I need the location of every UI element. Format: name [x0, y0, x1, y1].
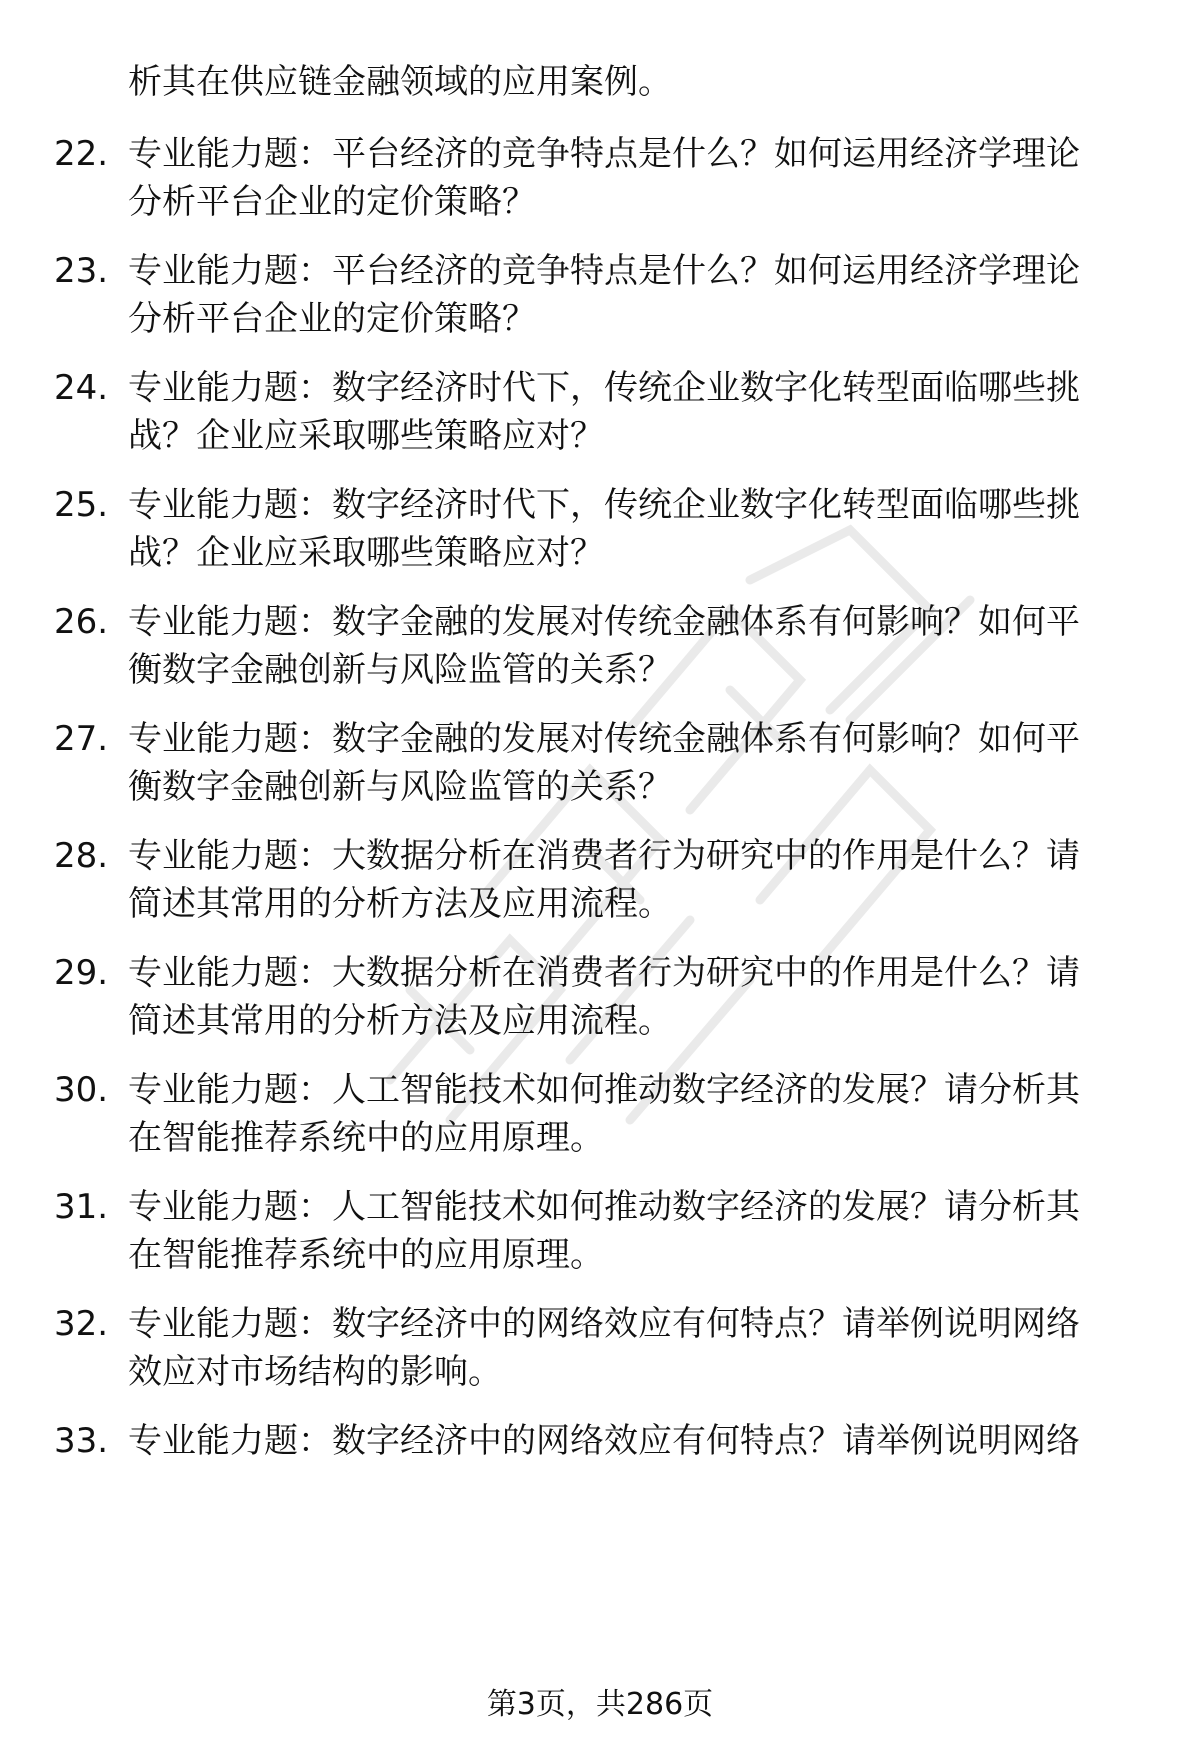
question-text-line: 专业能力题：大数据分析在消费者行为研究中的作用是什么？请	[128, 953, 1080, 993]
question-text-line: 专业能力题：平台经济的竞争特点是什么？如何运用经济学理论	[128, 134, 1080, 174]
question-number: 23.	[54, 251, 109, 291]
question-text-line: 效应对市场结构的影响。	[128, 1352, 502, 1392]
question-number: 22.	[54, 134, 109, 174]
question-text-line: 战？企业应采取哪些策略应对？	[128, 533, 604, 573]
question-text-line: 专业能力题：大数据分析在消费者行为研究中的作用是什么？请	[128, 836, 1080, 876]
continued-question-text: 析其在供应链金融领域的应用案例。	[128, 62, 672, 102]
question-text-line: 专业能力题：人工智能技术如何推动数字经济的发展？请分析其	[128, 1070, 1080, 1110]
question-text-line: 专业能力题：数字经济中的网络效应有何特点？请举例说明网络	[128, 1421, 1080, 1461]
question-number: 30.	[54, 1070, 109, 1110]
question-text-line: 专业能力题：数字经济中的网络效应有何特点？请举例说明网络	[128, 1304, 1080, 1344]
question-number: 24.	[54, 368, 109, 408]
question-text-line: 战？企业应采取哪些策略应对？	[128, 416, 604, 456]
question-text-line: 专业能力题：人工智能技术如何推动数字经济的发展？请分析其	[128, 1187, 1080, 1227]
question-number: 32.	[54, 1304, 109, 1344]
question-text-line: 专业能力题：平台经济的竞争特点是什么？如何运用经济学理论	[128, 251, 1080, 291]
question-number: 29.	[54, 953, 109, 993]
question-text-line: 分析平台企业的定价策略？	[128, 299, 536, 339]
question-number: 31.	[54, 1187, 109, 1227]
question-text-line: 专业能力题：数字经济时代下，传统企业数字化转型面临哪些挑	[128, 485, 1080, 525]
question-text-line: 在智能推荐系统中的应用原理。	[128, 1118, 604, 1158]
question-text-line: 专业能力题：数字金融的发展对传统金融体系有何影响？如何平	[128, 719, 1080, 759]
question-number: 25.	[54, 485, 109, 525]
question-text-line: 衡数字金融创新与风险监管的关系？	[128, 650, 672, 690]
page-footer: 第3页，共286页	[486, 1687, 714, 1722]
question-text-line: 简述其常用的分析方法及应用流程。	[128, 1001, 672, 1041]
question-text-line: 简述其常用的分析方法及应用流程。	[128, 884, 672, 924]
question-number: 33.	[54, 1421, 109, 1461]
question-text-line: 分析平台企业的定价策略？	[128, 182, 536, 222]
question-number: 28.	[54, 836, 109, 876]
question-text-line: 专业能力题：数字金融的发展对传统金融体系有何影响？如何平	[128, 602, 1080, 642]
question-text-line: 衡数字金融创新与风险监管的关系？	[128, 767, 672, 807]
question-text-line: 专业能力题：数字经济时代下，传统企业数字化转型面临哪些挑	[128, 368, 1080, 408]
question-number: 27.	[54, 719, 109, 759]
question-text-line: 在智能推荐系统中的应用原理。	[128, 1235, 604, 1275]
question-number: 26.	[54, 602, 109, 642]
